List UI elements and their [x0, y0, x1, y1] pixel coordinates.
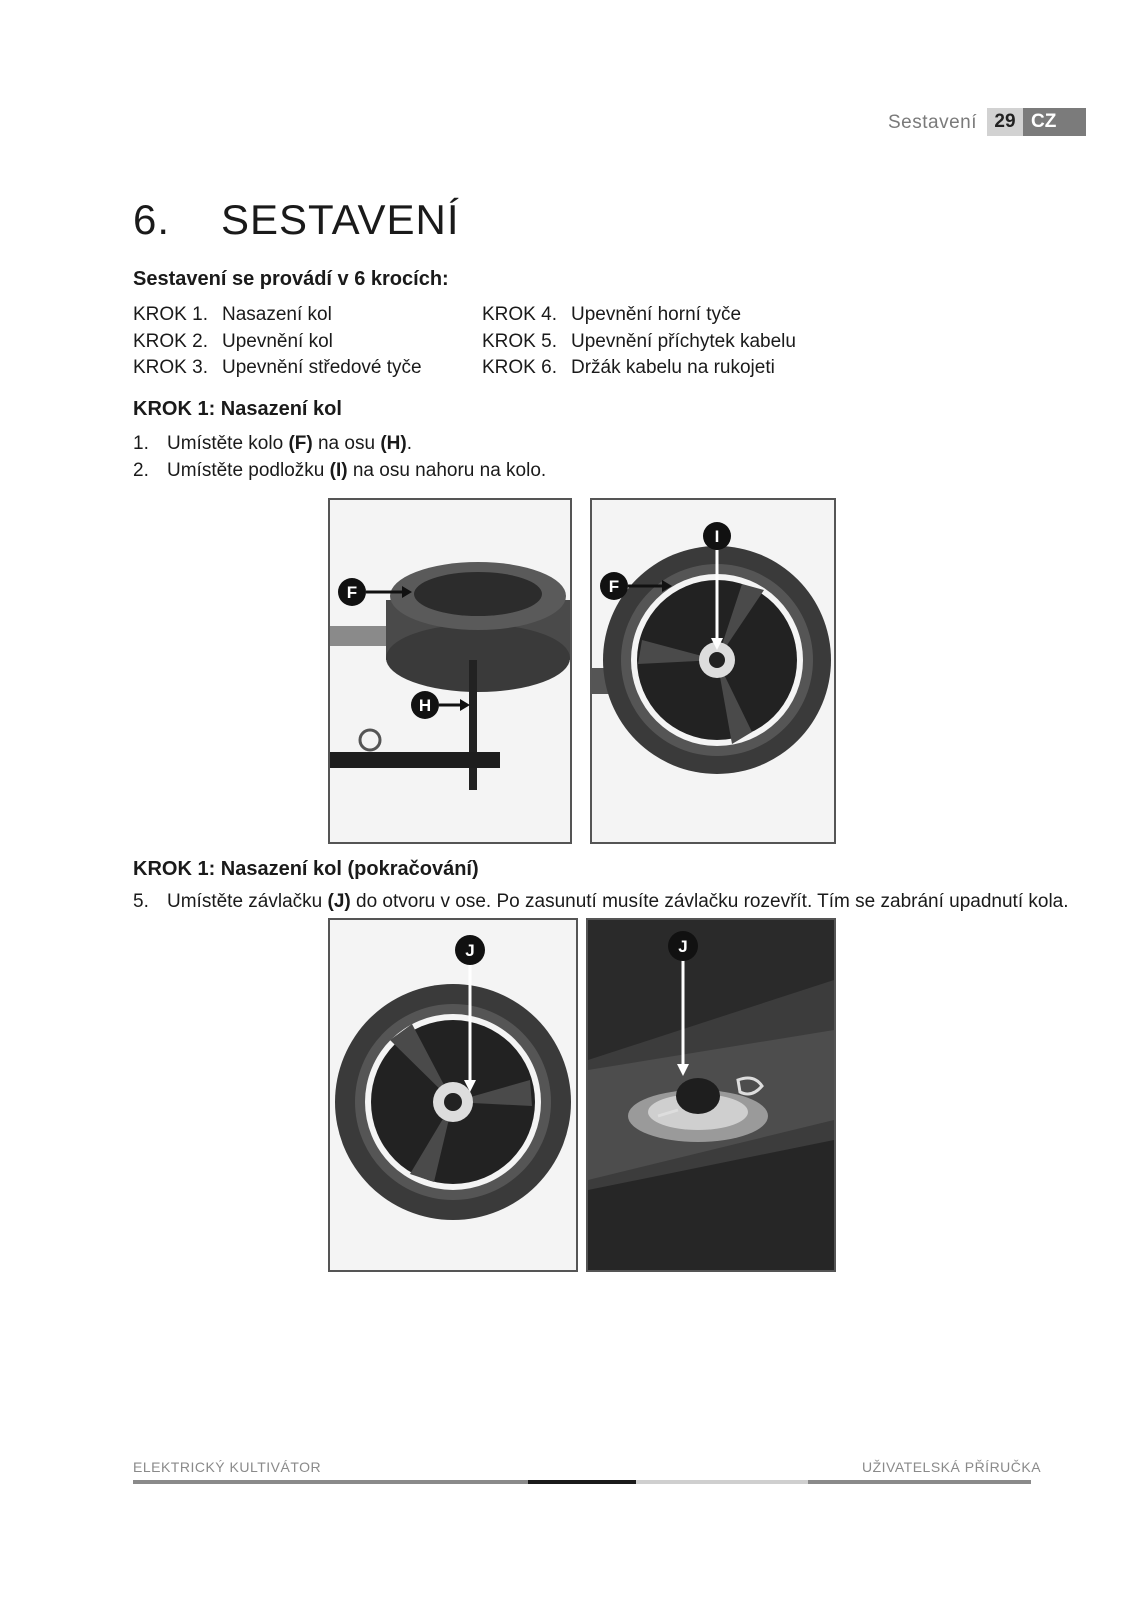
step1-cont-heading: KROK 1: Nasazení kol (pokračování): [133, 858, 479, 880]
title-number: 6.: [133, 196, 171, 243]
page-title: [133, 196, 460, 244]
page-number-badge: 29: [987, 108, 1023, 136]
step-overview-item: [482, 329, 796, 356]
instruction-item: [133, 457, 546, 484]
footer-manual-name: UŽIVATELSKÁ PŘÍRUČKA: [862, 1459, 1042, 1475]
instruction-item: [133, 888, 1069, 915]
steps-column-left: [133, 302, 422, 382]
label-j-2: J: [678, 937, 688, 956]
step-label: KROK 6.: [482, 357, 557, 378]
header-section-title: Sestavení: [888, 112, 977, 133]
step-text: Držák kabelu na rukojeti: [571, 357, 775, 378]
step-label: KROK 4.: [482, 304, 557, 325]
step1-heading: KROK 1: Nasazení kol: [133, 398, 342, 420]
instruction-text: Umístěte podložku (I) na osu nahoru na kolo.: [167, 460, 547, 481]
step-overview-item: [133, 355, 422, 382]
step-overview-item: [482, 355, 796, 382]
label-i: I: [714, 527, 720, 546]
language-badge: CZ: [1023, 108, 1086, 136]
step-text: Upevnění příchytek kabelu: [571, 330, 796, 352]
instruction-text: Umístěte kolo (F) na osu (H).: [167, 433, 412, 454]
instruction-number: 2.: [133, 460, 149, 481]
footer-bar-segment: [133, 1480, 528, 1484]
intro-heading: Sestavení se provádí v 6 krocích:: [133, 268, 449, 290]
label-j: J: [465, 941, 475, 960]
step1-cont-instructions: [133, 888, 1069, 915]
step-label: KROK 2.: [133, 330, 208, 352]
step1-instructions: [133, 430, 546, 484]
instruction-number: 5.: [133, 891, 149, 912]
step-text: Upevnění kol: [222, 330, 333, 352]
photo-washer-on-axle: [590, 498, 836, 844]
step-label: KROK 5.: [482, 330, 557, 352]
step-label: KROK 3.: [133, 357, 208, 378]
photo-wheel-on-axle: [328, 498, 572, 844]
photo-pin-closeup: [586, 918, 836, 1272]
step-overview-item: [133, 302, 422, 329]
step-text: Upevnění horní tyče: [571, 304, 742, 325]
label-h: H: [418, 696, 432, 715]
instruction-text: Umístěte závlačku (J) do otvoru v ose. Po zasunutí musíte závlačku rozevřít. Tím se zabrání upadnutí kola.: [167, 891, 1069, 912]
instruction-number: 1.: [133, 433, 149, 454]
footer-bar-segment: [528, 1480, 636, 1484]
step-overview-item: [482, 302, 796, 329]
footer-bar-segment: [808, 1480, 1031, 1484]
step-text: Nasazení kol: [222, 304, 332, 325]
step-text: Upevnění středové tyče: [222, 357, 422, 378]
instruction-item: [133, 430, 546, 457]
label-f-2: F: [608, 577, 620, 596]
footer-product-name: ELEKTRICKÝ KULTIVÁTOR: [133, 1459, 322, 1475]
title-text: SESTAVENÍ: [221, 196, 460, 243]
step-label: KROK 1.: [133, 304, 208, 325]
label-f: F: [346, 583, 358, 602]
step-overview-item: [133, 329, 422, 356]
steps-column-right: [482, 302, 796, 382]
photo-pin-in-axle: [328, 918, 578, 1272]
footer-bar-segment: [636, 1480, 808, 1484]
